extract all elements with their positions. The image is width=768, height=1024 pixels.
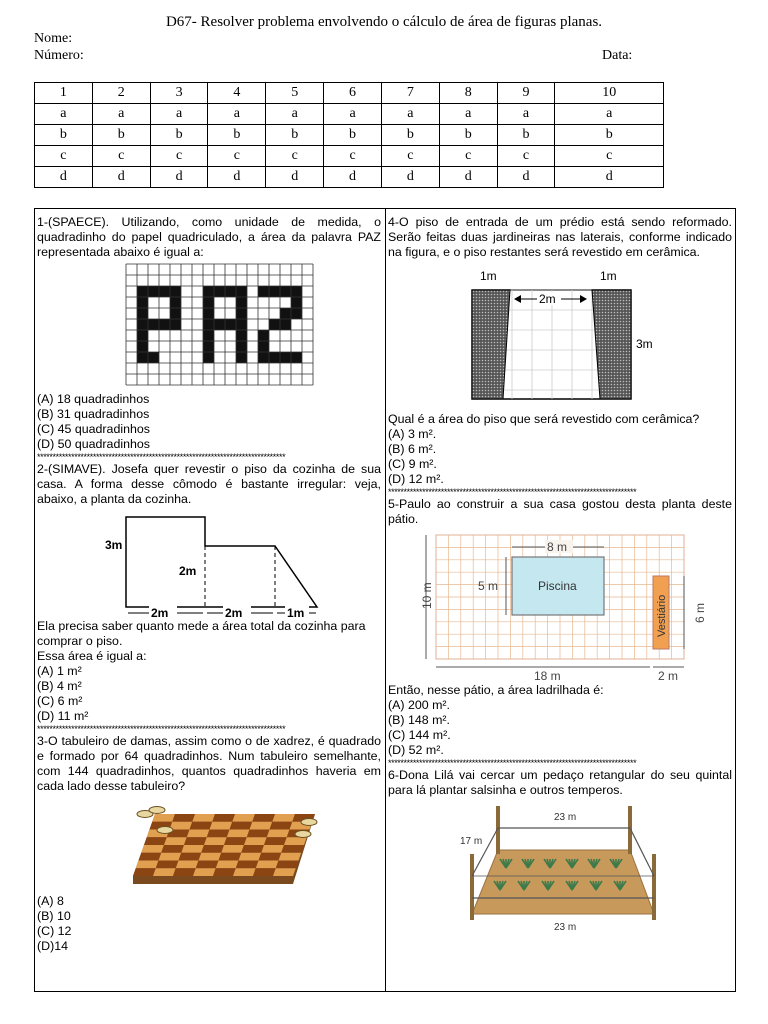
board-square [181, 845, 204, 853]
q1-options [37, 392, 381, 452]
page-title: D67- Resolver problema envolvendo o cálculo de área de figuras planas. [165, 14, 603, 30]
board-square [141, 845, 164, 853]
separator: ******************************************************************************** [388, 758, 637, 768]
board-square [256, 861, 279, 869]
pool-label: Piscina [538, 579, 577, 593]
answer-option-cell[interactable]: a [439, 104, 497, 125]
board-square [204, 837, 227, 845]
board-square [232, 814, 255, 822]
board-square [259, 853, 282, 861]
paz-letter-cell [203, 297, 214, 308]
answer-option-cell[interactable]: b [381, 125, 439, 146]
answer-option-cell[interactable]: d [35, 167, 93, 188]
date-label: Data: [602, 48, 633, 63]
q2-text: 2-(SIMAVE). Josefa quer revestir o piso da cozinha de sua casa. A forma desse cômodo é bastante irregular: veja, abaixo, a planta da cozinha. [37, 462, 381, 506]
q5-option-c[interactable]: (C) 144 m². [388, 728, 451, 742]
board-square [144, 837, 167, 845]
paz-letter-cell [236, 319, 247, 330]
paz-letter-cell [225, 286, 236, 297]
patio-plan-figure [388, 527, 732, 683]
answer-option-cell[interactable]: d [208, 167, 266, 188]
answer-option-cell[interactable]: d [324, 167, 382, 188]
paz-letter-cell [137, 308, 148, 319]
q3-option-a[interactable]: (A) 8 [37, 894, 64, 908]
yard-top-label: 23 m [554, 812, 577, 823]
question-number: 8 [439, 83, 497, 104]
board-square [161, 845, 184, 853]
board-square [156, 861, 179, 869]
board-square [176, 861, 199, 869]
paz-letter-cell [269, 286, 280, 297]
paz-letter-cell [203, 286, 214, 297]
checker-piece [157, 827, 173, 834]
answer-option-cell[interactable]: c [439, 146, 497, 167]
question-number: 5 [266, 83, 324, 104]
paz-letter-cell [148, 286, 159, 297]
left-column [37, 209, 381, 954]
q3-text: 3-O tabuleiro de damas, assim como o de xadrez, é quadrado e formado por 64 quadradinhos. Num tabuleiro semelhante, com 144 quadradinhos, quantos quadradinhos haveria em cada lado desse tabuleiro? [37, 734, 381, 793]
paz-letter-cell [269, 319, 280, 330]
board-square [136, 861, 159, 869]
answer-option-cell[interactable]: a [35, 104, 93, 125]
answer-option-cell[interactable]: d [92, 167, 150, 188]
paz-letter-cell [137, 297, 148, 308]
board-square [193, 868, 216, 876]
paz-letter-cell [258, 341, 269, 352]
answer-option-cell[interactable]: b [208, 125, 266, 146]
answer-option-cell[interactable]: d [150, 167, 208, 188]
board-square [212, 814, 235, 822]
paz-letter-cell [258, 330, 269, 341]
board-square [216, 861, 239, 869]
board-square [227, 830, 250, 838]
q1-option-a[interactable]: (A) 18 quadradinhos [37, 392, 150, 406]
q4-option-a[interactable]: (A) 3 m². [388, 427, 437, 441]
q3-option-d[interactable]: (D)14 [37, 939, 68, 953]
board-square [219, 853, 242, 861]
answer-table [34, 82, 664, 188]
q2-option-b[interactable]: (B) 4 m² [37, 679, 82, 693]
q3-options [37, 894, 381, 954]
board-square [264, 837, 287, 845]
paz-letter-cell [203, 319, 214, 330]
board-square [281, 845, 304, 853]
paz-letter-cell [291, 286, 302, 297]
board-square [221, 845, 244, 853]
answer-option-cell[interactable]: a [381, 104, 439, 125]
answer-row-a [35, 104, 664, 125]
paz-letter-cell [236, 308, 247, 319]
paz-letter-cell [203, 341, 214, 352]
answer-option-cell[interactable]: d [497, 167, 555, 188]
paz-letter-cell [258, 286, 269, 297]
q4-option-d[interactable]: (D) 12 m². [388, 472, 444, 486]
checker-piece [149, 807, 165, 814]
kitchen-h-mid: 2m [179, 564, 197, 578]
board-square [133, 868, 156, 876]
board-square [173, 868, 196, 876]
board-square [252, 814, 275, 822]
q2-text2: Ela precisa saber quanto mede a área total da cozinha para comprar o piso. [37, 619, 366, 648]
answer-option-cell[interactable]: b [266, 125, 324, 146]
q1-option-d[interactable]: (D) 50 quadradinhos [37, 437, 150, 451]
kitchen-h-left: 3m [105, 538, 123, 552]
q1-option-c[interactable]: (C) 45 quadradinhos [37, 422, 150, 436]
paz-letter-cell [280, 352, 291, 363]
separator: ******************************************************************************** [37, 452, 286, 462]
board-square [284, 837, 307, 845]
floor-height-label: 3m [636, 337, 653, 351]
answer-option-cell[interactable]: a [555, 104, 664, 125]
q5-text: 5-Paulo ao construir a sua casa gostou desta planta deste pátio. [388, 497, 732, 526]
paz-letter-cell [225, 319, 236, 330]
board-square [187, 830, 210, 838]
q4-text: 4-O piso de entrada de um prédio está sendo reformado. Serão feitas duas jardineiras nas laterais, conforme indicado na figura, e o piso restantes será revestido em cerâmica. [388, 215, 732, 259]
q6-text: 6-Dona Lilá vai cercar um pedaço retangular do seu quintal para lá plantar salsinha e outros temperos. [388, 768, 732, 797]
board-square [270, 822, 293, 830]
answer-row-b [35, 125, 664, 146]
answer-option-cell[interactable]: a [497, 104, 555, 125]
pool-height-label: 5 m [478, 579, 499, 593]
q3-option-c[interactable]: (C) 12 [37, 924, 72, 938]
answer-option-cell[interactable]: a [324, 104, 382, 125]
q4-option-b[interactable]: (B) 6 m². [388, 442, 437, 456]
question-number: 3 [150, 83, 208, 104]
answer-option-cell[interactable]: d [266, 167, 324, 188]
answer-option-cell[interactable]: a [208, 104, 266, 125]
paz-letter-cell [280, 319, 291, 330]
q4-options [388, 427, 732, 487]
yard-bottom-label: 23 m [554, 922, 577, 933]
answer-row-c [35, 146, 664, 167]
paz-letter-cell [170, 286, 181, 297]
checker-piece [301, 819, 317, 826]
answer-option-cell[interactable]: d [439, 167, 497, 188]
board-square [179, 853, 202, 861]
yard-side-label: 17 m [460, 836, 483, 847]
answer-option-cell[interactable]: b [150, 125, 208, 146]
board-square [210, 822, 233, 830]
board-square [153, 868, 176, 876]
answer-option-cell[interactable]: c [150, 146, 208, 167]
board-square [272, 814, 295, 822]
separator: ******************************************************************************** [37, 724, 286, 734]
q5-question: Então, nesse pátio, a área ladrilhada é: [388, 683, 604, 697]
question-number: 6 [324, 83, 382, 104]
kitchen-w1: 2m [151, 606, 169, 619]
paz-letter-cell [236, 352, 247, 363]
checker-piece [295, 831, 311, 838]
patio-height-label: 10 m [420, 582, 434, 609]
answer-option-cell[interactable]: c [266, 146, 324, 167]
kitchen-plan-figure [37, 507, 381, 619]
answer-option-cell[interactable]: c [35, 146, 93, 167]
paz-letter-cell [148, 352, 159, 363]
answer-option-cell[interactable]: b [497, 125, 555, 146]
paz-grid-figure [37, 260, 381, 392]
question-number: 4 [208, 83, 266, 104]
answer-option-cell[interactable]: b [92, 125, 150, 146]
board-square [190, 822, 213, 830]
board-square [250, 822, 273, 830]
paz-letter-cell [170, 308, 181, 319]
board-square [207, 830, 230, 838]
paz-letter-cell [214, 319, 225, 330]
board-square [253, 868, 276, 876]
paz-letter-cell [291, 308, 302, 319]
board-square [201, 845, 224, 853]
question-number: 7 [381, 83, 439, 104]
q4-question: Qual é a área do piso que será revestido com cerâmica? [388, 412, 700, 426]
paz-letter-cell [137, 341, 148, 352]
answer-option-cell[interactable]: c [208, 146, 266, 167]
paz-letter-cell [159, 319, 170, 330]
q5-option-d[interactable]: (D) 52 m². [388, 743, 444, 757]
paz-letter-cell [280, 308, 291, 319]
paz-letter-cell [159, 286, 170, 297]
answer-option-cell[interactable]: d [555, 167, 664, 188]
paz-letter-cell [203, 330, 214, 341]
paz-letter-cell [236, 330, 247, 341]
board-square [241, 845, 264, 853]
board-square [247, 830, 270, 838]
fenced-yard-figure [388, 798, 732, 933]
answer-option-cell[interactable]: c [92, 146, 150, 167]
column-divider [385, 209, 386, 991]
q1-text: 1-(SPAECE). Utilizando, como unidade de medida, o quadradinho do papel quadriculado, a área da palavra PAZ representada abaixo é igual a: [37, 215, 381, 259]
entrance-floor-figure [388, 260, 732, 412]
answer-option-cell[interactable]: a [266, 104, 324, 125]
answer-row-d [35, 167, 664, 188]
locker-label: Vestiário [656, 594, 668, 637]
answer-option-cell[interactable]: b [439, 125, 497, 146]
kitchen-w3: 1m [287, 606, 305, 619]
questions-box [34, 208, 736, 992]
q1-option-b[interactable]: (B) 31 quadradinhos [37, 407, 150, 421]
floor-right-label: 1m [600, 269, 617, 283]
q2-text3: Essa área é igual a: [37, 649, 147, 663]
paz-letter-cell [236, 341, 247, 352]
board-square [170, 822, 193, 830]
board-square [244, 837, 267, 845]
board-square [273, 868, 296, 876]
paz-letter-cell [137, 319, 148, 330]
board-square [224, 837, 247, 845]
separator: ******************************************************************************** [388, 487, 637, 497]
answer-option-cell[interactable]: d [381, 167, 439, 188]
answer-option-cell[interactable]: c [497, 146, 555, 167]
answer-option-cell[interactable]: b [35, 125, 93, 146]
answer-option-cell[interactable]: a [92, 104, 150, 125]
paz-letter-cell [236, 286, 247, 297]
board-square [236, 861, 259, 869]
question-number: 2 [92, 83, 150, 104]
question-number: 1 [35, 83, 93, 104]
paz-letter-cell [203, 308, 214, 319]
floor-middle-label: 2m [539, 292, 556, 306]
pool-width-label: 8 m [547, 540, 568, 554]
question-number: 9 [497, 83, 555, 104]
q4-option-c[interactable]: (C) 9 m². [388, 457, 437, 471]
answer-header-row [35, 83, 664, 104]
q5-options [388, 698, 732, 758]
answer-option-cell[interactable]: c [324, 146, 382, 167]
paz-letter-cell [148, 319, 159, 330]
paz-letter-cell [280, 286, 291, 297]
paz-letter-cell [236, 297, 247, 308]
q5-option-a[interactable]: (A) 200 m². [388, 698, 450, 712]
q2-options [37, 664, 381, 724]
board-square [184, 837, 207, 845]
paz-letter-cell [137, 352, 148, 363]
paz-letter-cell [269, 352, 280, 363]
paz-letter-cell [170, 319, 181, 330]
name-label: Nome: [34, 31, 73, 46]
board-square [213, 868, 236, 876]
board-square [230, 822, 253, 830]
paz-letter-cell [214, 286, 225, 297]
q2-option-c[interactable]: (C) 6 m² [37, 694, 83, 708]
locker-width-label: 2 m [658, 669, 679, 683]
board-square [139, 853, 162, 861]
board-square [279, 853, 302, 861]
q2-option-d[interactable]: (D) 11 m² [37, 709, 89, 723]
q5-option-b[interactable]: (B) 148 m². [388, 713, 450, 727]
number-label: Número: [34, 48, 84, 63]
answer-option-cell[interactable]: a [150, 104, 208, 125]
paz-letter-cell [137, 286, 148, 297]
board-square [172, 814, 195, 822]
patio-width-label: 18 m [534, 669, 561, 683]
board-square [164, 837, 187, 845]
paz-letter-cell [291, 352, 302, 363]
paz-letter-cell [203, 352, 214, 363]
q3-option-b[interactable]: (B) 10 [37, 909, 71, 923]
paz-letter-cell [291, 297, 302, 308]
answer-option-cell[interactable]: c [555, 146, 664, 167]
kitchen-w2: 2m [225, 606, 243, 619]
q2-option-a[interactable]: (A) 1 m² [37, 664, 82, 678]
board-square [267, 830, 290, 838]
paz-letter-cell [170, 297, 181, 308]
right-column [388, 209, 732, 933]
board-square [152, 814, 175, 822]
board-square [233, 868, 256, 876]
board-square [199, 853, 222, 861]
paz-letter-cell [137, 330, 148, 341]
board-square [239, 853, 262, 861]
answer-option-cell[interactable]: c [381, 146, 439, 167]
board-square [196, 861, 219, 869]
answer-option-cell[interactable]: b [324, 125, 382, 146]
checkerboard-figure [37, 794, 381, 894]
board-square [159, 853, 182, 861]
floor-left-label: 1m [480, 269, 497, 283]
question-number: 10 [555, 83, 664, 104]
locker-height-label: 6 m [693, 602, 707, 623]
board-square [261, 845, 284, 853]
board-square [276, 861, 299, 869]
board-square [192, 814, 215, 822]
paz-letter-cell [258, 352, 269, 363]
answer-option-cell[interactable]: b [555, 125, 664, 146]
